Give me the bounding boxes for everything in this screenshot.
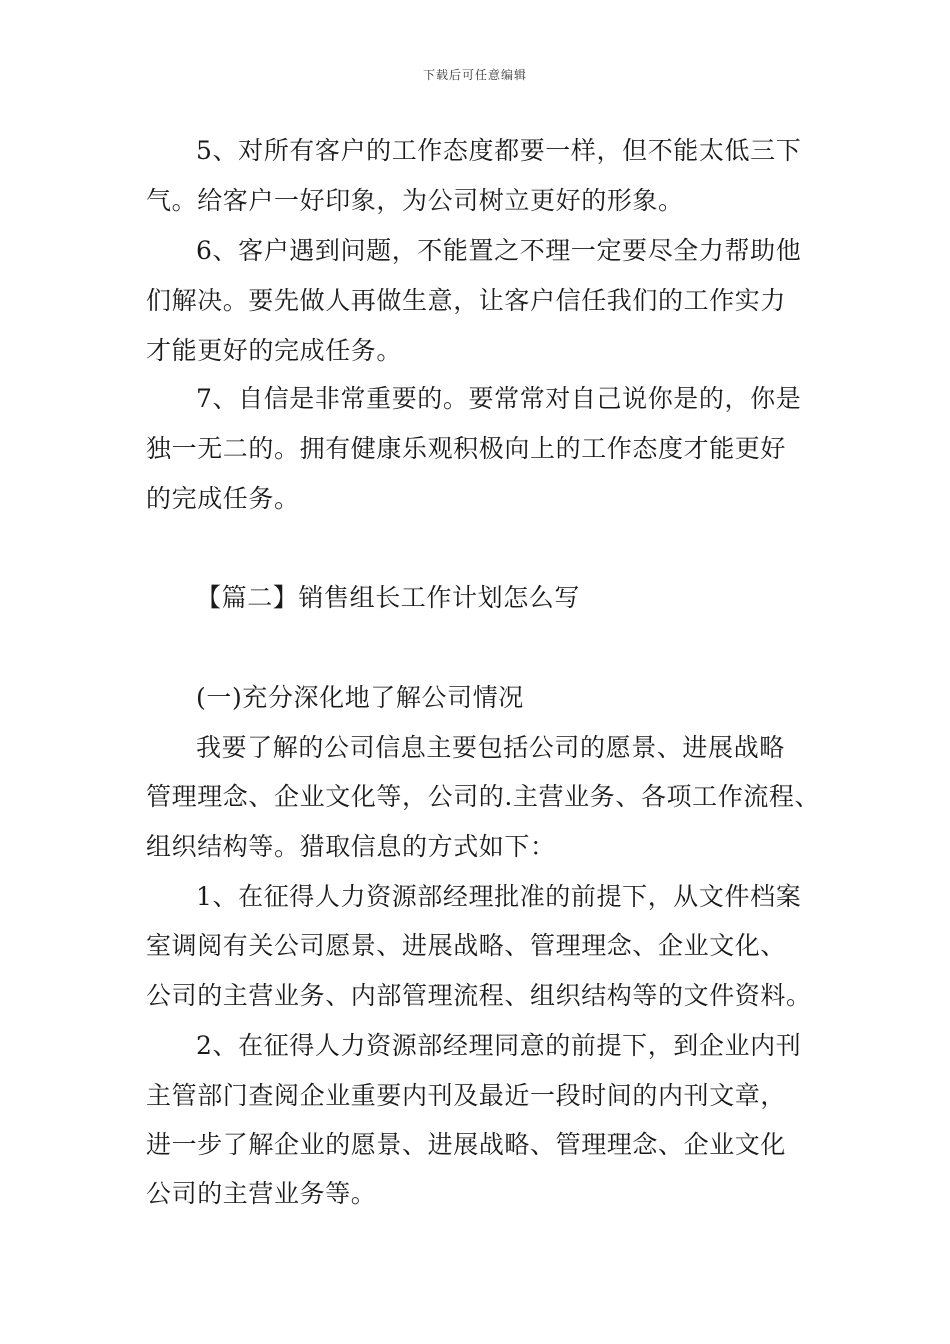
paragraph-line: 主管部门查阅企业重要内刊及最近一段时间的内刊文章， [146,1081,787,1110]
page-header-note: 下载后可任意编辑 [422,68,527,82]
paragraph-line: 1、在征得人力资源部经理批准的前提下，从文件档案 [196,882,802,911]
paragraph-line: 才能更好的完成任务。 [146,336,403,365]
paragraph-line: 6、客户遇到问题，不能置之不理一定要尽全力帮助他 [196,236,802,265]
paragraph-line: 的完成任务。 [146,484,300,513]
paragraph-line: 公司的主营业务、内部管理流程、组织结构等的文件资料。 [146,981,812,1010]
paragraph-line: 7、自信是非常重要的。要常常对自己说你是的，你是 [196,384,802,413]
paragraph-line: 独一无二的。拥有健康乐观积极向上的工作态度才能更好 [146,434,787,463]
paragraph-line: 管理理念、企业文化等，公司的.主营业务、各项工作流程、 [146,782,821,811]
paragraph-line: 进一步了解企业的愿景、进展战略、管理理念、企业文化 [146,1130,787,1159]
paragraph-line: 室调阅有关公司愿景、进展战略、管理理念、企业文化、 [146,931,787,960]
paragraph-line: 们解决。要先做人再做生意，让客户信任我们的工作实力 [146,286,787,315]
paragraph-line: 公司的主营业务等。 [146,1179,377,1208]
section-heading: 【篇二】销售组长工作计划怎么写 [196,583,581,612]
section-subheading: (一)充分深化地了解公司情况 [196,683,524,712]
paragraph-line: 我要了解的公司信息主要包括公司的愿景、进展战略 [196,733,785,762]
paragraph-line: 5、对所有客户的工作态度都要一样，但不能太低三下 [196,136,802,165]
paragraph-line: 组织结构等。猎取信息的方式如下： [146,832,556,861]
paragraph-line: 2、在征得人力资源部经理同意的前提下，到企业内刊 [196,1031,802,1060]
paragraph-line: 气。给客户一好印象，为公司树立更好的形象。 [146,186,684,215]
